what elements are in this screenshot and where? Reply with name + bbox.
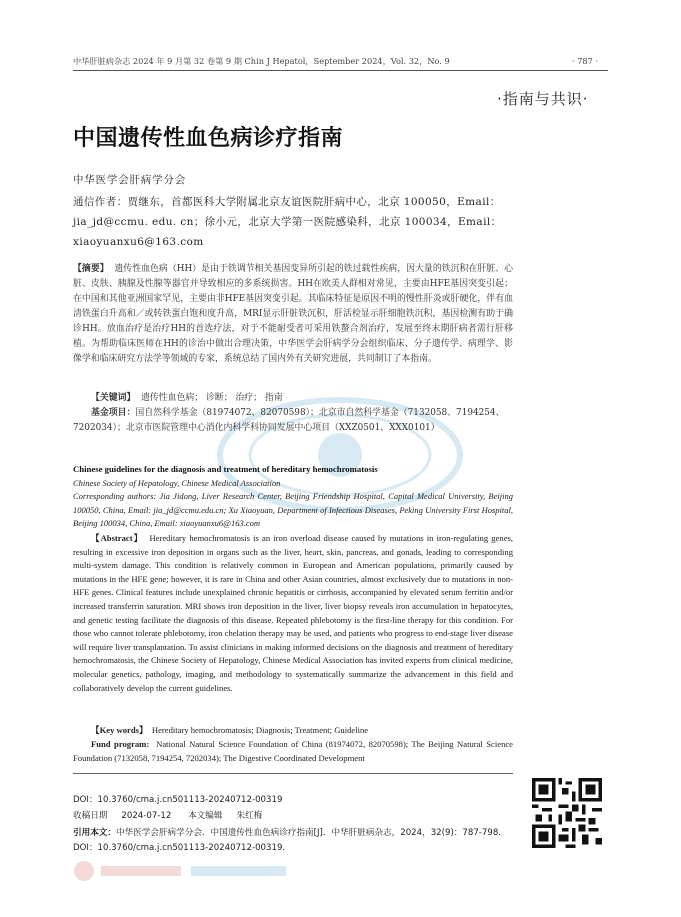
fund-text: 国自然科学基金（81974072、82070598）；北京市自然科学基金（7132058、7194254、7202034）；北京市医院管理中心消化内科学科协同发展中心项目（XXZ0501、XXX0101） xyxy=(73,408,505,433)
header-divider xyxy=(73,70,608,71)
fund-label: 基金项目： xyxy=(91,408,136,418)
page-number: · 787 · xyxy=(572,56,599,66)
chinese-fund xyxy=(73,406,513,436)
english-keywords-label: 【Key words】 xyxy=(91,725,148,735)
english-fund xyxy=(73,738,513,765)
author-society: 中华医学会肝病学分会 xyxy=(73,174,186,186)
editor-name: 朱红梅 xyxy=(236,811,263,821)
chinese-keywords xyxy=(91,390,283,403)
citation xyxy=(73,826,528,856)
english-abstract-label: 【Abstract】 xyxy=(91,533,144,543)
english-society: Chinese Society of Hepatology, Chinese Medical Association xyxy=(73,478,281,488)
page-title: 中国遗传性血色病诊疗指南 xyxy=(73,126,344,151)
footer-divider xyxy=(73,773,513,774)
english-abstract xyxy=(73,532,513,695)
english-keywords-text: Hereditary hemochromatosis; Diagnosis; Treatment; Guideline xyxy=(151,725,369,735)
keywords-text: 遗传性血色病； 诊断； 治疗； 指南 xyxy=(141,393,283,403)
cite-text: 中华医学会肝病学分会．中国遗传性血色病诊疗指南[J]．中华肝脏病杂志，2024，32(9)：787-798．DOI：10.3760/cma.j.cn501113-20240712-00319． xyxy=(73,828,507,853)
section-label: ·指南与共识· xyxy=(497,90,589,108)
journal-footer-logo xyxy=(73,860,293,882)
abstract-label: 【摘要】 xyxy=(73,264,109,274)
corresponding-authors: 通信作者：贾继东，首都医科大学附属北京友谊医院肝病中心，北京 100050，Email：jia_jd@ccmu. edu. cn；徐小元，北京大学第一医院感染科，北京 100034，Email：xiaoyuanxu6@163.com xyxy=(73,196,502,248)
chinese-abstract xyxy=(73,262,513,367)
publication-dates xyxy=(73,809,276,821)
english-fund-text: National Natural Science Foundation of China (81974072, 82070598); The Beijing Natural Science Foundation (7132058, 7194254, 7202034); The Digestive Coordinated Development xyxy=(73,739,513,763)
abstract-text: 遗传性血色病（HH）是由于铁调节相关基因变异所引起的铁过载性疾病，因大量的铁沉积在肝脏、心脏、皮肤、胰腺及性腺等器官并导致相应的多系统损害。HH在欧美人群相对常见，主要由HFE基因突变引起；在中国和其他亚洲国家罕见，主要由非HFE基因突变引起。其临床特征是原因不明的慢性肝炎或肝硬化，伴有血清铁蛋白升高和／或转铁蛋白饱和度升高，MRI显示肝脏铁沉积，肝活检显示肝细胞铁沉积，基因检测有助于确诊HH。放血治疗是治疗HH的首选疗法，对于不能耐受者可采用铁螯合剂治疗，发展至终末期肝病者需行肝移植。为帮助临床医师在HH的诊治中做出合理决策，中华医学会肝病学分会组织临床、分子遗传学、病理学、影像学和临床研究方法学等领域的专家，系统总结了国内外有关研究进展，共同制订了本指南。 xyxy=(73,264,513,364)
english-corresponding: Corresponding authors: Jia Jidong, Liver Research Center, Beijing Friendship Hospital, Capital Medical University, Beijing 100050, China, Email: jia_jd@ccmu.edu.cn; Xu Xiaoyuan, Department of Infectious Diseases, Peking University First Hospital, Beijing 100034, China, Email: xiaoyuanxu6@163.com xyxy=(73,491,513,529)
english-abstract-text: Hereditary hemochromatosis is an iron overload disease caused by mutations in iron-regulating genes, resulting in excessive iron deposition in organs such as the liver, heart, skin, pancreas, and gonads, leading to corresponding multi-system damage. This condition is relatively common in European and American populations, primarily caused by mutations in the HFE gene; however, it is rare in China and other Asian countries, almost exclusively due to mutations in non-HFE genes. Clinical features include unexplained chronic hepatitis or cirrhosis, accompanied by elevated serum ferritin and/or increased transferrin saturation. MRI shows iron deposition in the liver, liver biopsy reveals iron accumulation in hepatocytes, and genetic testing facilitate the diagnosis of this disease. Repeated phlebotomy is the first-line therapy for this condition. For those who cannot tolerate phlebotomy, iron chelation therapy may be used, and patients who progress to end-stage liver disease will require liver transplantation. To assist clinicians in making informed decisions on the diagnosis and treatment of hereditary hemochromatosis, the Chinese Society of Hepatology, Chinese Medical Association has invited experts from clinical medicine, molecular genetics, pathology, imaging, and methodology to systematically summarize the advancement in this field and collaboratively develop the current guidelines. xyxy=(73,533,513,693)
received-date: 2024-07-12 xyxy=(121,811,172,821)
english-keywords xyxy=(91,724,368,736)
cite-label: 引用本文： xyxy=(73,828,116,838)
received-label: 收稿日期 xyxy=(73,811,108,821)
running-header: 中华肝脏病杂志 2024 年 9 月第 32 卷第 9 期 Chin J Hepatol，September 2024，Vol. 32，No. 9 xyxy=(73,56,450,66)
keywords-label: 【关键词】 xyxy=(91,393,136,403)
qr-code-icon[interactable] xyxy=(532,778,602,848)
editor-label: 本文编辑 xyxy=(188,811,223,821)
english-title: Chinese guidelines for the diagnosis and treatment of hereditary hemochromatosis xyxy=(73,464,378,474)
doi[interactable]: DOI：10.3760/cma.j.cn501113-20240712-00319 xyxy=(73,795,283,805)
english-fund-label: Fund program: xyxy=(91,739,150,749)
